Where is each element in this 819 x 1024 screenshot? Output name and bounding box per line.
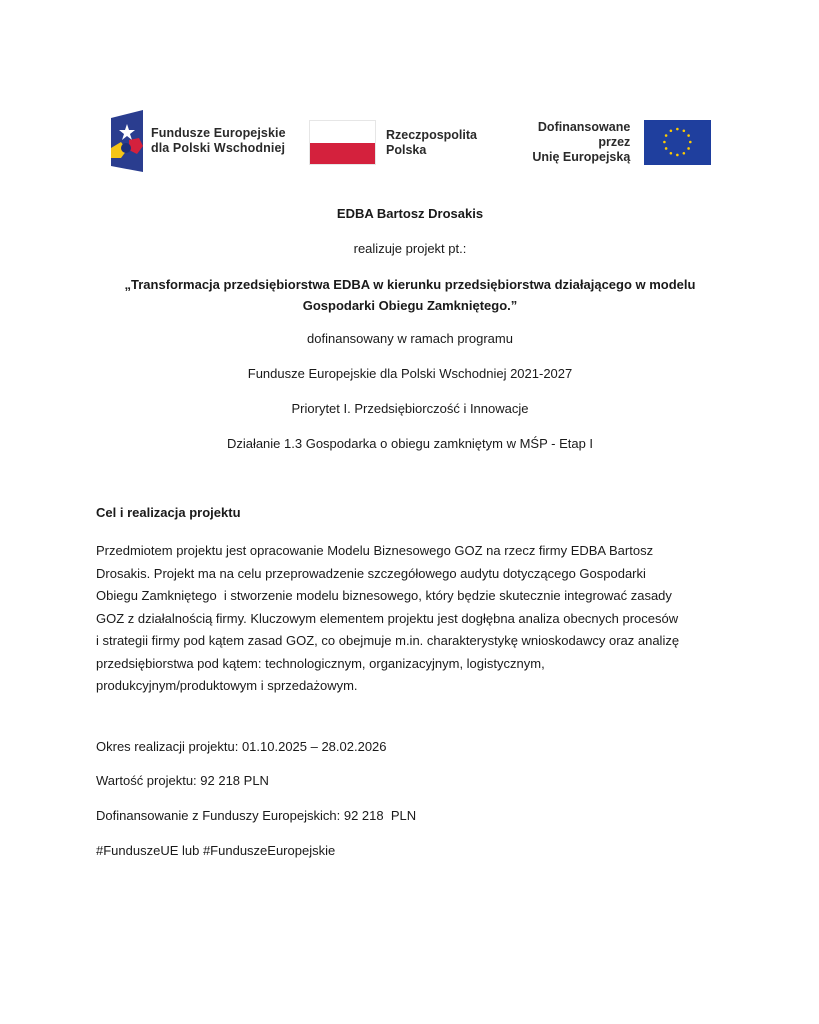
program-name: Fundusze Europejskie dla Polski Wschodniej 2021-2027 — [247, 366, 573, 381]
action-text: Działanie 1.3 Gospodarka o obiegu zamkniętym w MŚP - Etap I — [226, 436, 594, 451]
eu-logo — [503, 120, 711, 165]
description-line: przedsiębiorstwa pod kątem: technologicznym, organizacyjnym, logistycznym, — [96, 655, 545, 671]
description-line: Przedmiotem projektu jest opracowanie Modelu Biznesowego GOZ na rzecz firmy EDBA Bartosz — [96, 543, 654, 558]
fe-line2: dla Polski Wschodniej — [151, 141, 286, 155]
project-description — [96, 540, 726, 698]
pl-logo — [309, 120, 477, 165]
fe-flag-icon — [111, 110, 143, 172]
description-line: produkcyjnym/produktowym i sprzedażowym. — [96, 678, 358, 693]
cofinanced-text: dofinansowany w ramach programu — [307, 331, 513, 346]
hashtags: #FunduszeUE lub #FunduszeEuropejskie — [96, 843, 336, 858]
eu-line2: Unię Europejską — [532, 150, 631, 164]
intro-text: realizuje projekt pt.: — [353, 241, 467, 256]
project-value: Wartość projektu: 92 218 PLN — [96, 773, 269, 788]
project-title — [95, 274, 725, 316]
description-line: Drosakis. Projekt ma na celu przeprowadzenie szczegółowego audytu dotyczącego Gospodarki — [96, 565, 646, 581]
eu-funding: Dofinansowanie z Funduszy Europejskich: 92 218 PLN — [96, 808, 417, 823]
eu-line1: Dofinansowane przez — [537, 120, 631, 149]
pl-line2: Polska — [386, 142, 427, 157]
section-heading: Cel i realizacja projektu — [96, 505, 241, 520]
project-title-line2: Gospodarki Obiegu Zamkniętego.” — [302, 298, 518, 313]
pl-line1: Rzeczpospolita — [386, 127, 477, 142]
description-line: Obiegu Zamkniętego i stworzenie modelu biznesowego, który będzie skutecznie integrować zasady — [96, 588, 672, 603]
company-name: EDBA Bartosz Drosakis — [336, 206, 484, 221]
priority-text: Priorytet I. Przedsiębiorczość i Innowacje — [291, 401, 529, 416]
fe-logo — [111, 110, 286, 172]
project-title-line1: „Transformacja przedsiębiorstwa EDBA w kierunku przedsiębiorstwa działającego w modelu — [124, 277, 696, 292]
description-line: i strategii firmy pod kątem zasad GOZ, co obejmuje m.in. charakterystykę wnioskodawcy oraz analizę — [96, 633, 680, 648]
project-period: Okres realizacji projektu: 01.10.2025 – 28.02.2026 — [96, 739, 387, 754]
eu-flag-icon — [644, 120, 711, 165]
logo-bar — [111, 110, 711, 174]
poland-flag-icon — [309, 120, 376, 165]
description-line: GOZ z działalnością firmy. Kluczowym elementem projektu jest dogłębna analiza obecnych procesów — [96, 610, 679, 626]
fe-line1: Fundusze Europejskie — [151, 126, 286, 140]
